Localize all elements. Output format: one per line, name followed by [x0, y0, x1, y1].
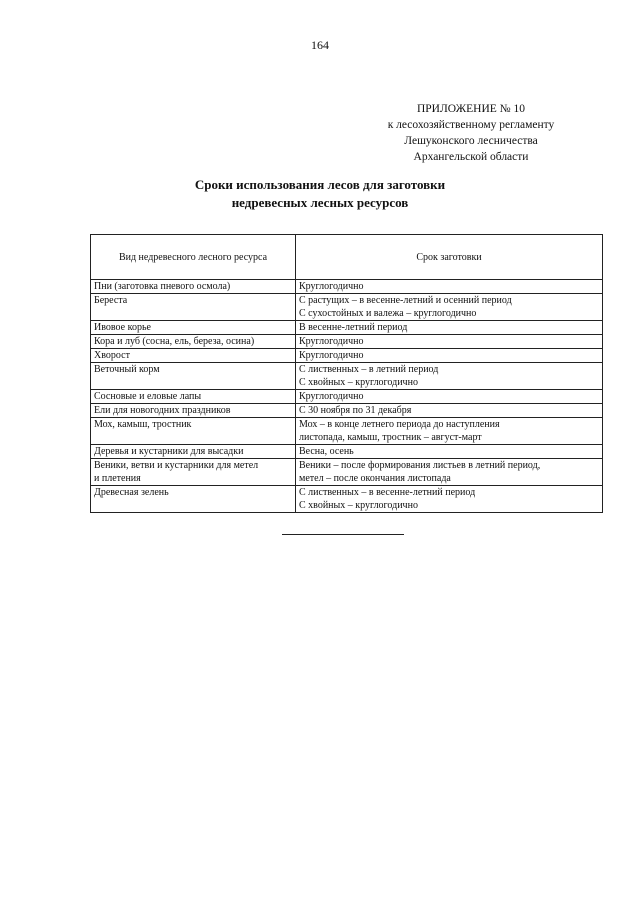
document-title-line-1: Сроки использования лесов для заготовки [194, 177, 446, 192]
table-row [91, 459, 603, 486]
period-cell-line: Круглогодично [299, 350, 364, 361]
period-cell-line: Круглогодично [299, 281, 364, 292]
table-row [91, 418, 603, 445]
appendix-block [360, 101, 582, 165]
appendix-line-forestry: Лешуконского лесничества [404, 135, 538, 147]
resource-cell-line: Деревья и кустарники для высадки [94, 446, 244, 457]
resource-cell [91, 418, 296, 445]
period-cell-line: С лиственных – в весенне-летний период [299, 487, 476, 498]
period-cell-line: Весна, осень [299, 446, 354, 457]
resource-cell-line: Сосновые и еловые лапы [94, 391, 202, 402]
table-row [91, 390, 603, 404]
resource-cell-line: Хворост [94, 350, 130, 361]
table-row [91, 294, 603, 321]
resource-cell-line: Веточный корм [94, 364, 160, 375]
period-cell [296, 349, 603, 363]
period-cell [296, 445, 603, 459]
period-cell-line: Круглогодично [299, 391, 364, 402]
table-body [91, 280, 603, 513]
table-row [91, 349, 603, 363]
resource-cell-line: Ивовое корье [94, 322, 151, 333]
period-cell [296, 404, 603, 418]
appendix-line-region: Архангельской области [413, 151, 529, 163]
resource-cell-line: Кора и луб (сосна, ель, береза, осина) [94, 336, 255, 347]
table-row [91, 363, 603, 390]
period-cell-line: С лиственных – в летний период [299, 364, 439, 375]
resource-cell [91, 404, 296, 418]
resource-cell [91, 321, 296, 335]
table-container [90, 234, 602, 513]
resource-cell-line: Мох, камыш, тростник [94, 419, 192, 430]
period-cell-line: С растущих – в весенне-летний и осенний период [299, 295, 512, 306]
table-row [91, 321, 603, 335]
appendix-line-regulation: к лесохозяйственному регламенту [387, 119, 555, 131]
period-cell [296, 363, 603, 390]
resource-cell-line: Береста [94, 295, 128, 306]
header-resource: Вид недревесного лесного ресурса [91, 235, 296, 280]
period-cell-line: С хвойных – круглогодично [299, 500, 418, 511]
appendix-title: ПРИЛОЖЕНИЕ № 10 [416, 103, 525, 115]
resource-cell [91, 363, 296, 390]
resources-table [90, 234, 603, 513]
period-cell [296, 459, 603, 486]
period-cell-line: Круглогодично [299, 336, 364, 347]
resource-cell-line: Веники, ветви и кустарники для метел [94, 460, 259, 471]
resource-cell-line: Пни (заготовка пневого осмола) [94, 281, 231, 292]
resource-cell [91, 390, 296, 404]
period-cell [296, 335, 603, 349]
period-cell-line: листопада, камыш, тростник – август-март [299, 432, 482, 443]
period-cell [296, 390, 603, 404]
resource-cell [91, 280, 296, 294]
resource-cell [91, 335, 296, 349]
resource-cell [91, 445, 296, 459]
resource-cell-line: Древесная зелень [94, 487, 169, 498]
period-cell-line: С 30 ноября по 31 декабря [299, 405, 412, 416]
table-row [91, 404, 603, 418]
period-cell-line: Веники – после формирования листьев в летний период, [299, 460, 541, 471]
resource-cell [91, 459, 296, 486]
period-cell-line: Мох – в конце летнего периода до наступления [299, 419, 500, 430]
table-row [91, 280, 603, 294]
footer-divider [282, 534, 404, 535]
document-title-line-2: недревесных лесных ресурсов [231, 195, 409, 210]
resource-cell [91, 486, 296, 513]
header-period: Срок заготовки [296, 235, 603, 280]
table-row [91, 445, 603, 459]
period-cell-line: метел – после окончания листопада [299, 473, 451, 484]
resource-cell [91, 294, 296, 321]
period-cell [296, 280, 603, 294]
resource-cell-line: Ели для новогодних праздников [94, 405, 231, 416]
page-number: 164 [311, 38, 329, 52]
period-cell-line: В весенне-летний период [299, 322, 408, 333]
table-row [91, 335, 603, 349]
table-row [91, 486, 603, 513]
period-cell-line: С хвойных – круглогодично [299, 377, 418, 388]
period-cell-line: С сухостойных и валежа – круглогодично [299, 308, 477, 319]
resource-cell [91, 349, 296, 363]
period-cell [296, 294, 603, 321]
resource-cell-line: и плетения [94, 473, 141, 484]
table-header-row [91, 235, 603, 280]
period-cell [296, 321, 603, 335]
period-cell [296, 418, 603, 445]
document-title [0, 176, 640, 212]
period-cell [296, 486, 603, 513]
